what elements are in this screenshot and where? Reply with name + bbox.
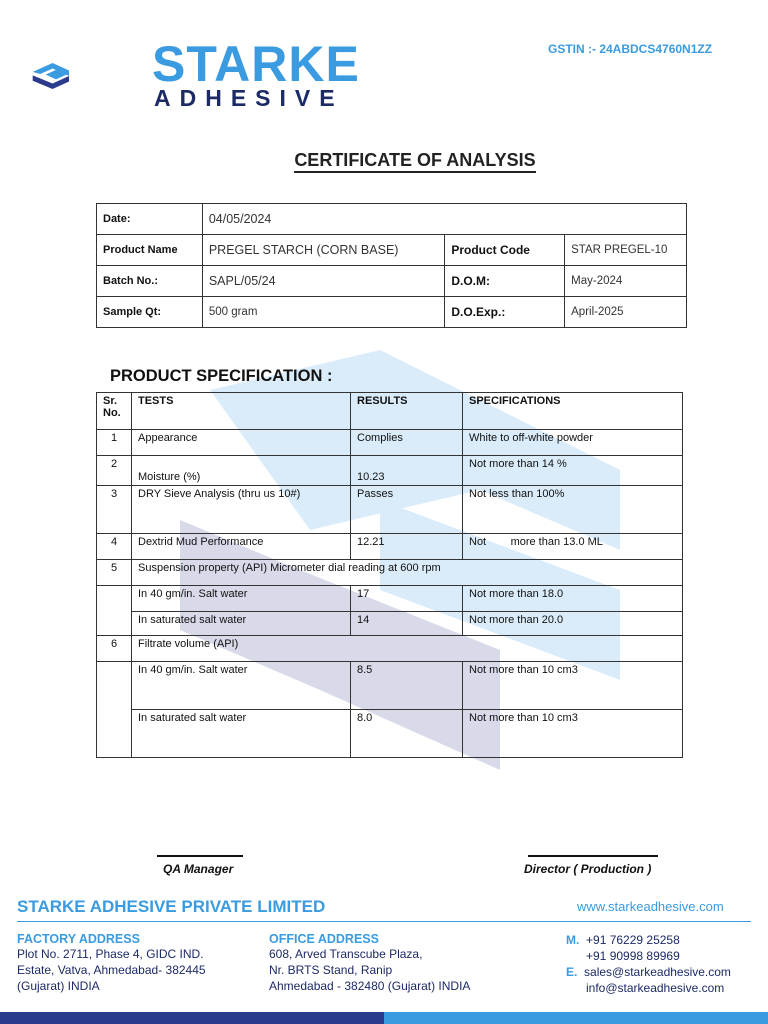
- table-row: [97, 662, 683, 710]
- director-signature-line: [528, 855, 658, 857]
- cell-spec: Not more than 10 cm3: [463, 662, 683, 710]
- sample-value: 500 gram: [202, 297, 444, 328]
- doexp-value: April-2025: [565, 297, 687, 328]
- cell-test: In 40 gm/in. Salt water: [132, 586, 351, 612]
- brand-name: STARKE: [152, 36, 360, 92]
- cell-sr-empty: [97, 662, 132, 758]
- cell-test: Filtrate volume (API): [132, 636, 683, 662]
- qa-manager-label: QA Manager: [163, 862, 234, 876]
- cell-spec: Not more than 18.0: [463, 586, 683, 612]
- specification-table: [96, 392, 683, 758]
- address-line: Plot No. 2711, Phase 4, GIDC IND.: [17, 947, 204, 961]
- cell-sr: 5: [97, 560, 132, 586]
- address-line: Ahmedabad - 382480 (Gujarat) INDIA: [269, 979, 471, 993]
- contact-block: [566, 932, 756, 996]
- cell-test: Appearance: [132, 430, 351, 456]
- address-line: (Gujarat) INDIA: [17, 979, 100, 993]
- cell-sr: 3: [97, 486, 132, 534]
- header-tests: TESTS: [132, 393, 351, 430]
- cell-spec: Not more than 10 cm3: [463, 710, 683, 758]
- cell-sr: 6: [97, 636, 132, 662]
- cell-test: Suspension property (API) Micrometer dial reading at 600 rpm: [132, 560, 683, 586]
- table-row: [97, 486, 683, 534]
- cell-spec: Not more than 20.0: [463, 612, 683, 636]
- phone-number[interactable]: +91 90998 89969: [586, 949, 680, 963]
- table-row: [97, 534, 683, 560]
- company-logo-icon: [32, 36, 152, 116]
- director-label: Director ( Production ): [524, 862, 652, 876]
- header-specifications: SPECIFICATIONS: [463, 393, 683, 430]
- dom-label: D.O.M:: [445, 266, 565, 297]
- cell-result: 8.0: [351, 710, 463, 758]
- cell-result: Complies: [351, 430, 463, 456]
- table-row: [97, 235, 687, 266]
- date-value: 04/05/2024: [202, 204, 686, 235]
- dom-value: May-2024: [565, 266, 687, 297]
- date-label: Date:: [97, 204, 203, 235]
- factory-address: [17, 932, 206, 994]
- phone-number[interactable]: +91 76229 25258: [586, 933, 680, 947]
- table-row: [97, 560, 683, 586]
- cell-spec: White to off-white powder: [463, 430, 683, 456]
- footer-divider: [17, 921, 751, 922]
- table-row: [97, 204, 687, 235]
- spec-heading: PRODUCT SPECIFICATION :: [110, 367, 333, 385]
- cell-spec: Not more than 13.0 ML: [463, 534, 683, 560]
- batch-label: Batch No.:: [97, 266, 203, 297]
- email-address[interactable]: sales@starkeadhesive.com: [584, 965, 731, 979]
- doexp-label: D.O.Exp.:: [445, 297, 565, 328]
- table-row: [97, 430, 683, 456]
- batch-value: SAPL/05/24: [202, 266, 444, 297]
- cell-sr: 2: [97, 456, 132, 486]
- cell-result: 8.5: [351, 662, 463, 710]
- cell-spec: Not less than 100%: [463, 486, 683, 534]
- cell-result: Passes: [351, 486, 463, 534]
- sample-label: Sample Qt:: [97, 297, 203, 328]
- cell-sr: 1: [97, 430, 132, 456]
- factory-address-heading: FACTORY ADDRESS: [17, 932, 140, 946]
- cell-test: DRY Sieve Analysis (thru us 10#): [132, 486, 351, 534]
- table-row: [97, 297, 687, 328]
- header-results: RESULTS: [351, 393, 463, 430]
- cell-test: Dextrid Mud Performance: [132, 534, 351, 560]
- cell-result: 10.23: [351, 456, 463, 486]
- address-line: Estate, Vatva, Ahmedabad- 382445: [17, 963, 206, 977]
- cell-test: In saturated salt water: [132, 710, 351, 758]
- cell-result: 14: [351, 612, 463, 636]
- product-name-value: PREGEL STARCH (CORN BASE): [202, 235, 444, 266]
- qa-signature-line: [157, 855, 243, 857]
- document-title: CERTIFICATE OF ANALYSIS: [0, 150, 768, 171]
- table-row: [97, 586, 683, 612]
- website-link[interactable]: www.starkeadhesive.com: [577, 899, 724, 914]
- product-code-label: Product Code: [445, 235, 565, 266]
- address-line: 608, Arved Transcube Plaza,: [269, 947, 423, 961]
- table-header-row: [97, 393, 683, 430]
- cell-sr-empty: [97, 586, 132, 636]
- office-address-heading: OFFICE ADDRESS: [269, 932, 379, 946]
- gstin-number: GSTIN :- 24ABDCS4760N1ZZ: [548, 42, 713, 56]
- mobile-tag: M.: [566, 933, 580, 947]
- product-info-table: [96, 203, 687, 328]
- footer-bar-dark: [0, 1012, 384, 1024]
- product-name-label: Product Name: [97, 235, 203, 266]
- email-tag: E.: [566, 965, 578, 979]
- cell-test: In saturated salt water: [132, 612, 351, 636]
- cell-spec: Not more than 14 %: [463, 456, 683, 486]
- table-row: [97, 266, 687, 297]
- address-line: Nr. BRTS Stand, Ranip: [269, 963, 393, 977]
- table-row: [97, 710, 683, 758]
- company-name: STARKE ADHESIVE PRIVATE LIMITED: [17, 897, 326, 916]
- email-address[interactable]: info@starkeadhesive.com: [586, 981, 725, 995]
- cell-result: 12.21: [351, 534, 463, 560]
- brand-subtitle: ADHESIVE: [154, 85, 344, 111]
- cell-test: In 40 gm/in. Salt water: [132, 662, 351, 710]
- table-row: [97, 636, 683, 662]
- product-code-value: STAR PREGEL-10: [565, 235, 687, 266]
- table-row: [97, 456, 683, 486]
- footer-bar-light: [384, 1012, 768, 1024]
- header-sr: Sr. No.: [97, 393, 132, 430]
- table-row: [97, 612, 683, 636]
- cell-test: Moisture (%): [132, 456, 351, 486]
- office-address: [269, 932, 470, 994]
- cell-result: 17: [351, 586, 463, 612]
- cell-sr: 4: [97, 534, 132, 560]
